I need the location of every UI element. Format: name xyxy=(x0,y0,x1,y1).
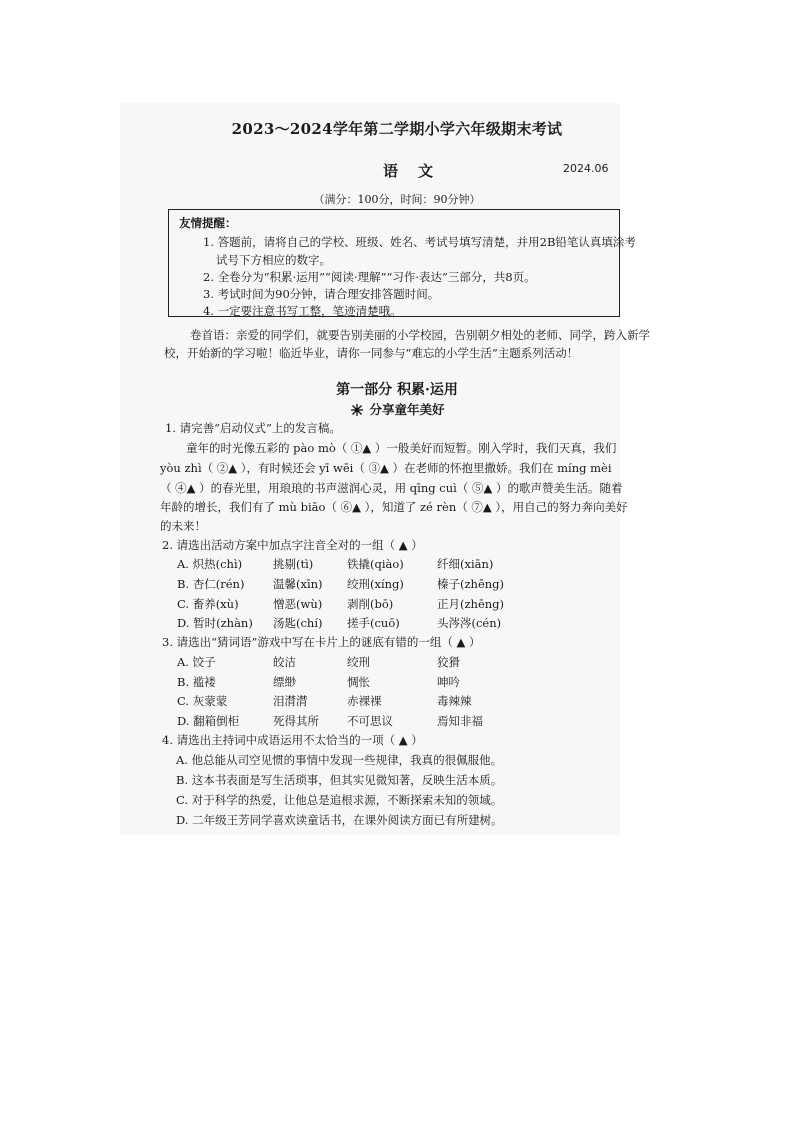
q2-option: 绞刑(xíng) xyxy=(347,577,404,591)
q4-option: A. 他总能从司空见惯的事情中发现一些规律，我真的很佩服他。 xyxy=(176,753,503,767)
q2-option: 正月(zhēng) xyxy=(437,597,505,611)
section-title: 分享童年美好 xyxy=(369,402,445,417)
q2-option: 剥削(bō) xyxy=(347,597,394,611)
q2-option: 温馨(xīn) xyxy=(273,577,323,591)
q2-option: 搓手(cuō) xyxy=(347,616,400,630)
q3-option: 惆怅 xyxy=(347,675,370,689)
q3-option: 死得其所 xyxy=(273,714,319,728)
q3-option: 绞刑 xyxy=(347,655,370,669)
q3-option: A. 饺子 xyxy=(177,655,216,669)
tip-item: 4. 一定要注意书写工整，笔迹清楚哦。 xyxy=(203,304,402,318)
q3-stem: 3. 请选出“猜词语”游戏中写在卡片上的谜底有错的一组（ ▲ ） xyxy=(162,635,481,649)
q3-option: D. 翻箱倒柜 xyxy=(177,714,240,728)
q3-option: 不可思议 xyxy=(347,714,393,728)
q4-option: B. 这本书表面是写生活琐事，但其实见微知著，反映生活本质。 xyxy=(176,773,503,787)
section-heading xyxy=(0,400,794,418)
q3-option: 焉知非福 xyxy=(437,714,483,728)
subject-label: 语文 xyxy=(383,162,454,180)
q2-option: 汤匙(chí) xyxy=(273,616,323,630)
q3-option: 毒辣辣 xyxy=(437,694,472,708)
q3-option: 呻吟 xyxy=(437,675,460,689)
part-title: 第一部分 积累·运用 xyxy=(336,382,458,398)
tip-item: 1. 答题前，请将自己的学校、班级、姓名、考试号填写清楚，并用2B铅笔认真填涂考 xyxy=(203,235,636,249)
score-time: （满分：100分，时间：90分钟） xyxy=(313,193,481,206)
q1-line: 童年的时光像五彩的 pào mò（ ①▲ ）一般美好而短暂。刚入学时，我们天真，我们 xyxy=(186,441,617,455)
q1-line: 年龄的增长，我们有了 mù biāo（ ⑥▲ ），知道了 zé rèn（ ⑦▲ ），用自己的努力奔向美好 xyxy=(160,500,628,514)
q2-option: 挑剔(tì) xyxy=(273,557,314,571)
q4-option: D. 二年级王芳同学喜欢读童话书，在课外阅读方面已有所建树。 xyxy=(176,813,503,827)
tip-item: 3. 考试时间为90分钟，请合理安排答题时间。 xyxy=(203,287,440,301)
intro-line: 校，开始新的学习啦！临近毕业，请你一同参与“难忘的小学生活”主题系列活动！ xyxy=(164,346,579,360)
tip-item: 试号下方相应的数字。 xyxy=(216,253,331,267)
sparkle-icon xyxy=(349,403,365,417)
q1-stem: 1. 请完善“启动仪式”上的发言稿。 xyxy=(165,421,341,435)
intro-line: 卷首语：亲爱的同学们，就要告别美丽的小学校园，告别朝夕相处的老师、同学，跨入新学 xyxy=(190,328,650,342)
q2-option: B. 杏仁(rén) xyxy=(177,577,245,591)
q1-line: yòu zhì（ ②▲ ），有时候还会 yī wēi（ ③▲ ）在老师的怀抱里撒娇。我们在 míng mèi xyxy=(160,461,612,475)
q3-option: 狡猾 xyxy=(437,655,460,669)
q2-option: 纤细(xiān) xyxy=(437,557,494,571)
q2-option: A. 炽热(chì) xyxy=(177,557,243,571)
q4-option: C. 对于科学的热爱，让他总是追根求源，不断探索未知的领域。 xyxy=(176,793,503,807)
q3-option: 泪潸潸 xyxy=(273,694,308,708)
q1-line: （ ④▲ ）的春光里，用琅琅的书声滋润心灵，用 qīng cuì（ ⑤▲ ）的歌声赞美生活。随着 xyxy=(160,481,623,495)
q4-stem: 4. 请选出主持词中成语运用不太恰当的一项（ ▲ ） xyxy=(162,733,423,747)
exam-title: 2023～2024学年第二学期小学六年级期末考试 xyxy=(231,120,563,138)
q3-option: 赤裸裸 xyxy=(347,694,382,708)
q2-option: 铁撬(qiào) xyxy=(347,557,404,571)
q1-line: 的未来！ xyxy=(160,519,206,533)
tip-item: 2. 全卷分为“积累·运用”“阅读·理解”“习作·表达”三部分，共8页。 xyxy=(203,270,536,284)
q2-option: C. 畜养(xù) xyxy=(177,597,239,611)
q2-option: 榛子(zhēng) xyxy=(437,577,505,591)
exam-date: 2024.06 xyxy=(563,162,609,175)
q2-stem: 2. 请选出活动方案中加点字注音全对的一组（ ▲ ） xyxy=(162,538,423,552)
q3-option: 皎洁 xyxy=(273,655,296,669)
q3-option: B. 褴褛 xyxy=(177,675,216,689)
q3-option: 缥缈 xyxy=(273,675,296,689)
q2-option: 头涔涔(cén) xyxy=(437,616,502,630)
tips-heading: 友情提醒： xyxy=(179,216,237,230)
q2-option: 憎恶(wù) xyxy=(273,597,323,611)
q3-option: C. 灰蒙蒙 xyxy=(177,694,228,708)
q2-option: D. 暂时(zhàn) xyxy=(177,616,253,630)
